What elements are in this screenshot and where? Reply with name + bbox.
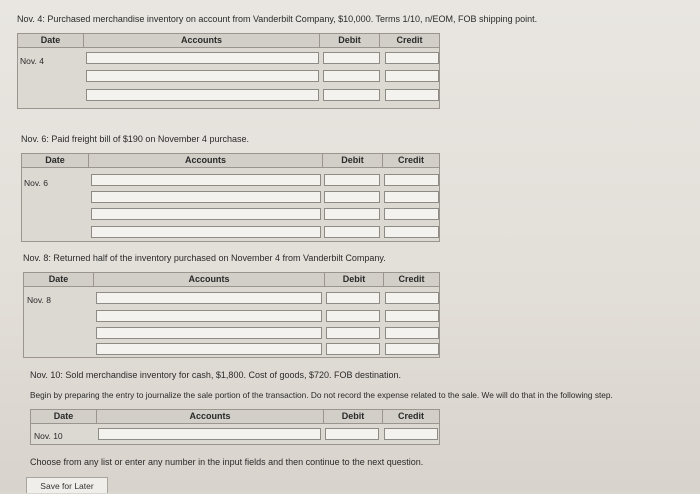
debit-input-row-2[interactable] (323, 70, 380, 82)
prompt-nov-4: Nov. 4: Purchased merchandise inventory on account from Vanderbilt Company, $10,000. Terms 1/10, n/EOM, FOB shipping point. (17, 14, 538, 24)
debit-input-row-4[interactable] (324, 226, 380, 238)
table-header (30, 409, 440, 424)
debit-input-row-3[interactable] (326, 327, 380, 339)
credit-input-row-2[interactable] (385, 70, 439, 82)
debit-input-row-2[interactable] (326, 310, 380, 322)
header-accounts: Accounts (97, 410, 324, 423)
account-select-row-1[interactable] (91, 174, 321, 186)
debit-input-row-1[interactable] (323, 52, 380, 64)
account-select-row-2[interactable] (86, 70, 319, 82)
header-date: Date (22, 154, 89, 167)
debit-input-row-3[interactable] (323, 89, 380, 101)
hint-text: Choose from any list or enter any number in the input fields and then continue to the next question. (30, 457, 424, 467)
save-for-later-button[interactable]: Save for Later (26, 477, 108, 493)
prompt-nov-10: Nov. 10: Sold merchandise inventory for cash, $1,800. Cost of goods, $720. FOB destination. (30, 370, 402, 380)
header-credit: Credit (396, 35, 423, 45)
account-select-row-1[interactable] (98, 428, 321, 440)
credit-input-row-1[interactable] (384, 174, 439, 186)
entry-date: Nov. 6 (24, 178, 48, 188)
header-debit: Debit (323, 154, 383, 167)
credit-input-row-1[interactable] (385, 52, 439, 64)
header-debit: Debit (320, 34, 380, 47)
account-select-row-1[interactable] (96, 292, 322, 304)
credit-input-row-4[interactable] (385, 343, 439, 355)
entry-date: Nov. 10 (34, 431, 63, 441)
header-credit: Credit (398, 274, 425, 284)
account-select-row-3[interactable] (96, 327, 322, 339)
credit-input-row-3[interactable] (385, 89, 439, 101)
account-select-row-4[interactable] (96, 343, 322, 355)
table-header (21, 153, 440, 168)
header-date: Date (24, 273, 94, 286)
credit-input-row-1[interactable] (384, 428, 438, 440)
prompt-nov-6: Nov. 6: Paid freight bill of $190 on November 4 purchase. (21, 134, 249, 144)
header-date: Date (31, 410, 97, 423)
table-header (17, 33, 440, 48)
header-credit: Credit (397, 411, 424, 421)
account-select-row-4[interactable] (91, 226, 321, 238)
header-credit: Credit (397, 155, 424, 165)
entry-date: Nov. 8 (27, 295, 51, 305)
account-select-row-2[interactable] (91, 191, 321, 203)
credit-input-row-2[interactable] (385, 310, 439, 322)
account-select-row-2[interactable] (96, 310, 322, 322)
table-header (23, 272, 440, 287)
account-select-row-1[interactable] (86, 52, 319, 64)
credit-input-row-4[interactable] (384, 226, 439, 238)
header-accounts: Accounts (94, 273, 325, 286)
debit-input-row-1[interactable] (325, 428, 379, 440)
debit-input-row-1[interactable] (326, 292, 380, 304)
debit-input-row-4[interactable] (326, 343, 380, 355)
header-debit: Debit (325, 273, 384, 286)
prompt-nov-8: Nov. 8: Returned half of the inventory purchased on November 4 from Vanderbilt Company. (23, 253, 386, 263)
account-select-row-3[interactable] (86, 89, 319, 101)
debit-input-row-1[interactable] (324, 174, 380, 186)
entry-date: Nov. 4 (20, 56, 44, 66)
account-select-row-3[interactable] (91, 208, 321, 220)
credit-input-row-2[interactable] (384, 191, 439, 203)
credit-input-row-1[interactable] (385, 292, 439, 304)
credit-input-row-3[interactable] (385, 327, 439, 339)
header-date: Date (18, 34, 84, 47)
header-accounts: Accounts (89, 154, 323, 167)
debit-input-row-2[interactable] (324, 191, 380, 203)
credit-input-row-3[interactable] (384, 208, 439, 220)
header-debit: Debit (324, 410, 383, 423)
instruction-text: Begin by preparing the entry to journalize the sale portion of the transaction. Do not record the expense related to the sale. We will do that in the following step. (30, 390, 613, 400)
debit-input-row-3[interactable] (324, 208, 380, 220)
header-accounts: Accounts (84, 34, 320, 47)
